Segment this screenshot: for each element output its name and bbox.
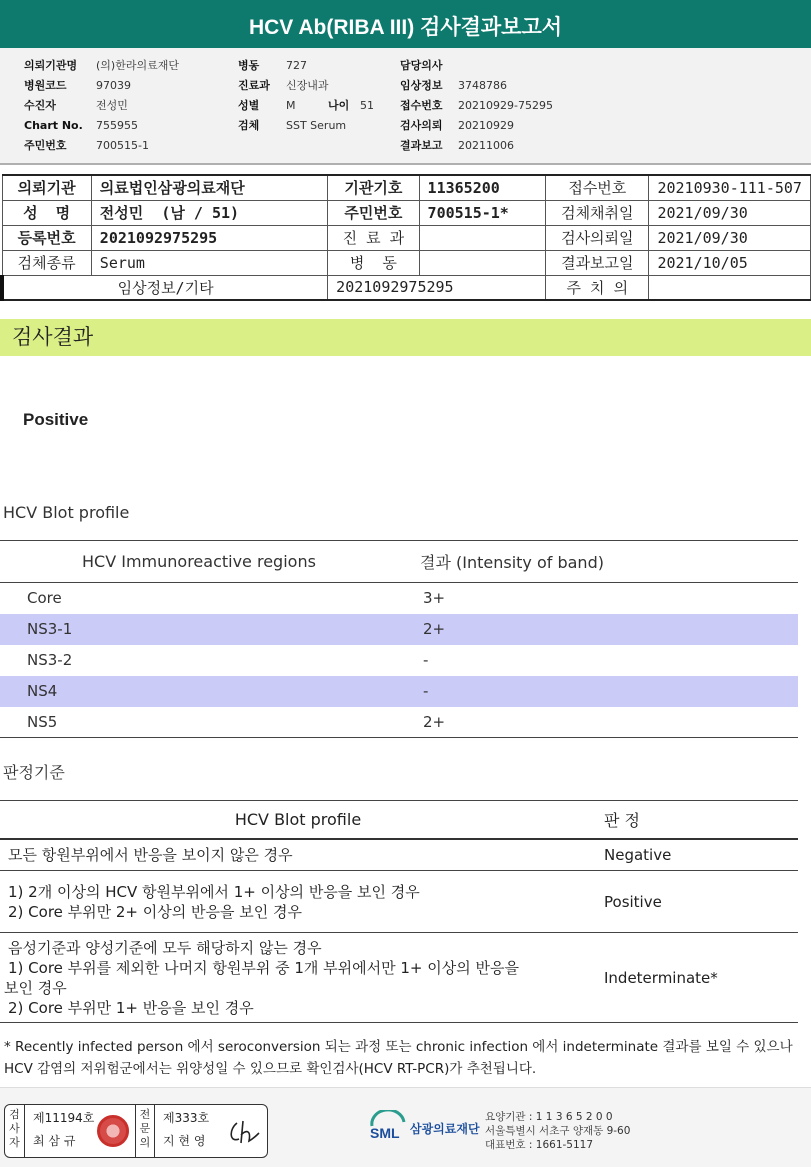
table-row	[0, 933, 798, 1023]
examiner-label: 검사자	[5, 1105, 25, 1157]
meta-value: 727	[286, 59, 307, 72]
criteria-line: 보인 경우	[4, 978, 67, 997]
blot-profile-title: HCV Blot profile	[3, 503, 130, 522]
meta-row	[400, 136, 553, 156]
table-row	[0, 839, 798, 871]
report-title: HCV Ab(RIBA III) 검사결과보고서	[0, 0, 811, 48]
examiner-name: 최 삼 규	[33, 1134, 76, 1148]
meta-row	[400, 116, 553, 136]
table-row	[0, 871, 798, 933]
column-header: HCV Immunoreactive regions	[0, 541, 420, 583]
meta-value: 700515-1	[96, 139, 149, 152]
criteria-table	[0, 800, 798, 1023]
intensity-cell: -	[423, 651, 429, 669]
meta-row	[238, 116, 374, 136]
info-label: 등록번호	[2, 225, 91, 250]
age-value: 51	[360, 99, 374, 112]
criteria-line: 모든 항원부위에서 반응을 보이지 않은 경우	[8, 845, 293, 864]
meta-row	[400, 96, 553, 116]
footnote: * Recently infected person 에서 seroconversion 되는 과정 또는 chronic infection 에서 indeterminate 결과를 보일 수 있으나 HCV 감염의 저위험군에서는 위양성일 수 있으므로 확인검사(HCV RT-PCR)가 추천됩니다.	[4, 1039, 793, 1077]
intensity-cell: 2+	[420, 707, 798, 738]
criteria-result: Negative	[596, 839, 798, 871]
report-footer	[0, 1087, 811, 1167]
criteria-line: 1) 2개 이상의 HCV 항원부위에서 1+ 이상의 반응을 보인 경우	[8, 882, 420, 901]
meta-key: 성별	[238, 99, 260, 112]
org-address	[485, 1110, 630, 1152]
meta-row	[24, 136, 179, 156]
criteria-text	[0, 839, 596, 871]
meta-col-2	[238, 56, 374, 136]
criteria-line: 음성기준과 양성기준에 모두 해당하지 않는 경우	[8, 938, 322, 957]
meta-key: 병원코드	[24, 79, 67, 92]
meta-row	[400, 76, 553, 96]
meta-col-1	[24, 56, 179, 156]
meta-value: 20210929-75295	[458, 99, 553, 112]
criteria-result: Positive	[596, 871, 798, 933]
criteria-text	[0, 871, 596, 933]
blot-header-row	[0, 541, 798, 583]
info-label: 검사의뢰일	[546, 225, 649, 250]
logo-text: SML	[370, 1125, 400, 1141]
table-row	[0, 614, 798, 645]
info-value: 의료법인삼광의료재단	[91, 175, 327, 200]
region-cell: NS3-1	[0, 614, 420, 645]
specialist-license: 제333호	[163, 1111, 210, 1125]
region-cell: Core	[27, 589, 62, 608]
meta-row	[24, 56, 179, 76]
region-cell: NS4	[0, 676, 420, 707]
column-header: 판 정	[596, 801, 798, 839]
info-label: 결과보고일	[546, 250, 649, 275]
signature-box	[4, 1104, 268, 1158]
sml-logo-icon	[368, 1110, 408, 1144]
blot-profile-table	[0, 540, 798, 738]
meta-value: 755955	[96, 119, 138, 132]
meta-row	[24, 116, 179, 136]
info-row	[2, 250, 811, 275]
meta-key: 결과보고	[400, 139, 443, 152]
info-value: 2021092975295	[328, 275, 546, 300]
criteria-line: 2) Core 부위만 2+ 이상의 반응을 보인 경우	[8, 902, 302, 921]
info-value: Serum	[91, 250, 327, 275]
meta-row	[238, 56, 374, 76]
specialist-label: 전문의	[135, 1105, 155, 1157]
age-key: 나이	[328, 99, 350, 112]
info-label: 주민번호	[328, 200, 419, 225]
meta-row	[24, 96, 179, 116]
meta-key: 주민번호	[24, 139, 67, 152]
info-value	[419, 250, 546, 275]
meta-row	[238, 76, 374, 96]
patient-info-table	[0, 174, 811, 301]
address-line: 대표번호 : 1661-5117	[485, 1139, 594, 1151]
info-label: 검체종류	[2, 250, 91, 275]
meta-value: (의)한라의료재단	[96, 59, 179, 72]
specialist-name: 지 현 영	[163, 1134, 206, 1148]
info-row	[2, 275, 811, 300]
criteria-result: Indeterminate*	[596, 933, 798, 1023]
meta-key: 담당의사	[400, 59, 443, 72]
region-cell: NS5	[0, 707, 420, 738]
intensity-cell: 3+	[423, 589, 446, 608]
meta-key: 수진자	[24, 99, 56, 112]
meta-row	[238, 96, 374, 116]
meta-value: 신장내과	[286, 79, 329, 92]
meta-key: 접수번호	[400, 99, 443, 112]
region-cell: NS3-2	[27, 651, 73, 669]
criteria-line: 1) Core 부위를 제외한 나머지 항원부위 중 1개 부위에서만 1+ 이상의 반응을	[8, 958, 519, 977]
address-line: 요양기관 : 1 1 3 6 5 2 0 0	[485, 1111, 613, 1123]
info-value	[419, 225, 546, 250]
meta-col-3	[400, 56, 553, 156]
meta-row	[24, 76, 179, 96]
seal-icon	[97, 1115, 129, 1147]
info-row	[2, 200, 811, 225]
meta-key: 진료과	[238, 79, 270, 92]
info-row	[2, 225, 811, 250]
info-value: 20210930-111-507	[649, 175, 811, 200]
meta-value: 20211006	[458, 139, 514, 152]
meta-value: 97039	[96, 79, 131, 92]
info-label: 검체채취일	[546, 200, 649, 225]
intensity-cell: -	[420, 676, 798, 707]
meta-key: 의뢰기관명	[24, 59, 78, 72]
meta-value: 전성민	[96, 99, 128, 112]
criteria-header-row	[0, 801, 798, 839]
meta-key: 검체	[238, 119, 260, 132]
signature-icon	[227, 1117, 263, 1147]
org-name: 삼광의료재단	[410, 1122, 480, 1136]
result-heading: 검사결과	[0, 319, 811, 356]
intensity-cell: 2+	[420, 614, 798, 645]
info-label: 임상정보/기타	[2, 275, 328, 300]
meta-value: 20210929	[458, 119, 514, 132]
info-label: 주 치 의	[546, 275, 649, 300]
info-value: 전성민 (남 / 51)	[91, 200, 327, 225]
info-label: 진 료 과	[328, 225, 419, 250]
table-row	[0, 707, 798, 738]
table-row	[0, 645, 798, 676]
table-row	[0, 676, 798, 707]
address-line: 서울특별시 서초구 양재동 9-60	[485, 1125, 631, 1137]
column-header: 결과 (Intensity of band)	[420, 541, 798, 583]
meta-row	[400, 56, 553, 76]
meta-value: SST Serum	[286, 119, 347, 132]
meta-key: 임상정보	[400, 79, 443, 92]
criteria-title: 판정기준	[3, 763, 65, 782]
criteria-text	[0, 933, 596, 1023]
info-label: 성 명	[2, 200, 91, 225]
criteria-line: 2) Core 부위만 1+ 반응을 보인 경우	[8, 998, 254, 1017]
info-value: 2021/10/05	[649, 250, 811, 275]
meta-summary	[0, 48, 811, 165]
table-row	[0, 583, 798, 614]
info-value	[649, 275, 811, 300]
meta-key: Chart No.	[24, 119, 83, 132]
meta-value: 3748786	[458, 79, 507, 92]
info-label: 기관기호	[328, 175, 419, 200]
info-value: 700515-1*	[419, 200, 546, 225]
info-value: 2021/09/30	[649, 225, 811, 250]
info-value: 11365200	[419, 175, 546, 200]
examiner-license: 제11194호	[33, 1111, 95, 1125]
overall-result: Positive	[23, 410, 89, 429]
column-header: HCV Blot profile	[0, 801, 596, 839]
info-value: 2021092975295	[91, 225, 327, 250]
info-label: 병 동	[328, 250, 419, 275]
info-row	[2, 175, 811, 200]
meta-key: 검사의뢰	[400, 119, 443, 132]
meta-value: M	[286, 99, 296, 112]
meta-key: 병동	[238, 59, 260, 72]
info-value: 2021/09/30	[649, 200, 811, 225]
info-label: 접수번호	[546, 175, 649, 200]
info-label: 의뢰기관	[2, 175, 91, 200]
